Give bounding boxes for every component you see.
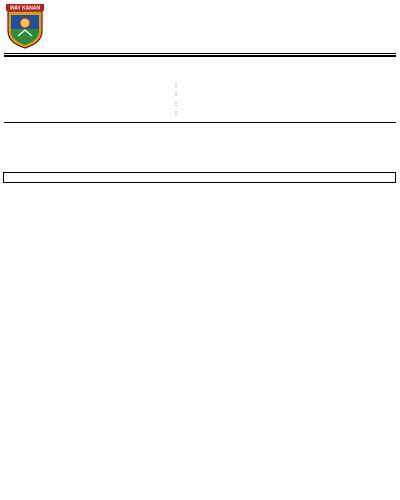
info-label [106,80,175,89]
header-divider-thick [4,55,396,57]
info-row: : [106,89,185,98]
info-label [106,89,175,98]
info-label [106,108,175,117]
emblem-shield-icon [4,3,46,49]
info-label [106,99,175,108]
header-divider [4,53,396,54]
answer-instruction-box [3,172,396,183]
logo-text: WAY KANAN [9,5,41,12]
info-row: : [106,108,185,117]
info-row: : [106,99,185,108]
info-row: : [106,80,185,89]
section-divider [4,122,396,123]
exam-info [106,80,185,117]
